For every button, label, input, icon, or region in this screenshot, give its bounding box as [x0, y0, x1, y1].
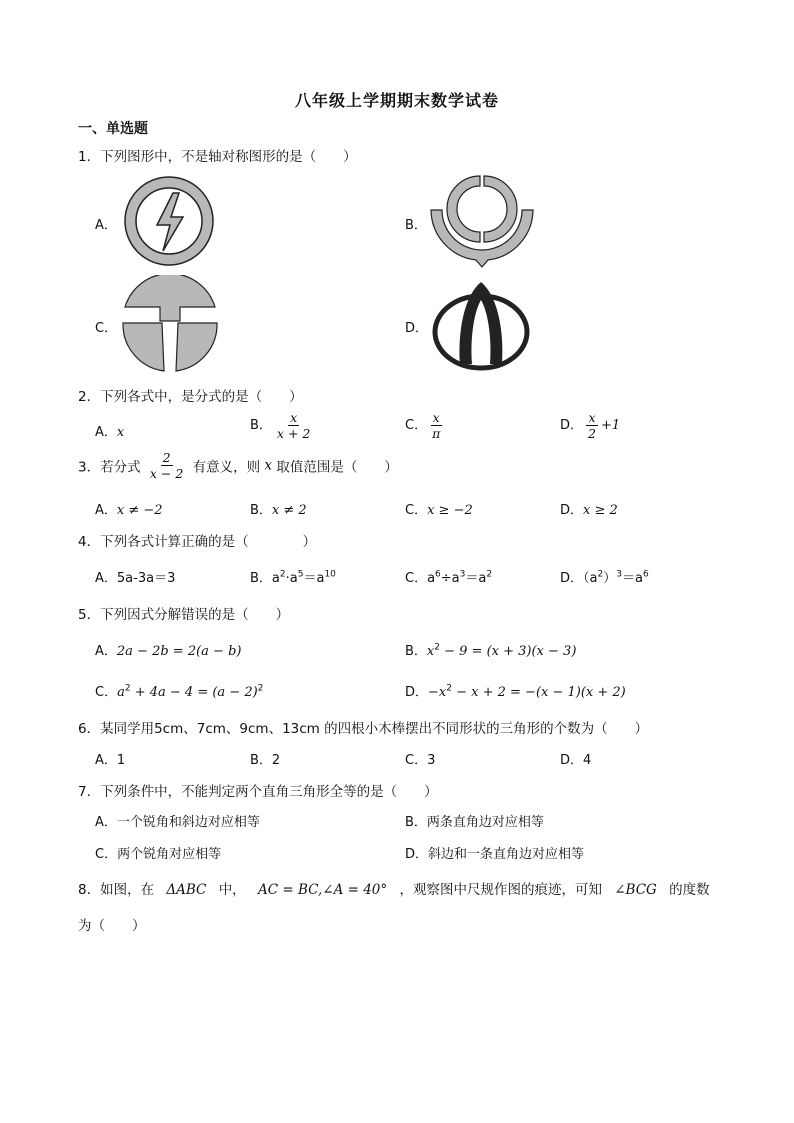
q4-b-dot: ·a [285, 571, 298, 586]
q2-b-fraction [275, 410, 312, 441]
q7-option-d: D．斜边和一条直角边对应相等 [405, 847, 585, 862]
q4-b-exp3: 10 [324, 569, 336, 580]
q3-stem-mid: 有意义，则 [192, 459, 261, 476]
q3-d-expr: x ≥ 2 [583, 503, 618, 518]
q2-d-tail: +1 [600, 418, 621, 433]
q5-c-label: C． [95, 685, 118, 700]
q3-stem-post: 取值范围是（ ） [276, 459, 398, 476]
q4-b-exp1: 2 [279, 569, 286, 580]
q4-c-div: ÷a [440, 571, 460, 586]
q4-d-pre: （a [583, 571, 598, 586]
q2-d-den: 2 [588, 426, 596, 441]
question-5-stem: 5．下列因式分解错误的是（ ） [78, 607, 290, 623]
q5-d-pre: −x [428, 685, 447, 700]
question-8-stem-line2: 为（ ） [78, 918, 146, 934]
q2-option-c [405, 410, 445, 441]
q1-option-b-label: B． [405, 218, 427, 233]
q5-c-mid: + 4a − 4 = (a − 2) [130, 685, 258, 700]
q4-b-eq: ＝a [303, 571, 325, 586]
q2-b-num: x [290, 410, 298, 425]
q4-d-exp3: 6 [642, 569, 649, 580]
question-2-stem: 2．下列各式中，是分式的是（ ） [78, 389, 303, 405]
split-disc-icon [120, 275, 220, 373]
q4-d-label: D． [560, 571, 584, 586]
q5-d-exp: 2 [446, 683, 452, 694]
q3-b-expr: x ≠ 2 [271, 503, 307, 518]
q5-c-exp: 2 [124, 683, 131, 694]
q3-var: x [264, 457, 273, 474]
q3-stem-pre: 3．若分式 [78, 459, 141, 476]
q8-mid1: 中， [218, 882, 246, 898]
q4-c-exp3: 2 [486, 569, 493, 580]
q2-d-fraction [586, 410, 598, 441]
q3-den: x − 2 [149, 466, 184, 481]
q3-fraction [148, 450, 185, 481]
q6-option-c: C．3 [405, 753, 436, 768]
q8-condition: AC = BC,∠A = 40° [257, 882, 388, 898]
q4-c-base1: a [427, 571, 436, 586]
q7-option-a: A．一个锐角和斜边对应相等 [95, 815, 260, 830]
q5-b-label: B． [405, 644, 427, 659]
q2-c-den: π [432, 426, 441, 441]
q6-option-b: B．2 [250, 753, 281, 768]
q1-option-c-label: C． [95, 321, 118, 336]
q5-b-post: − 9 = (x + 3)(x − 3) [440, 644, 577, 659]
q2-c-fraction [430, 410, 442, 441]
question-3-stem [78, 450, 398, 481]
q4-b-exp2: 5 [297, 569, 304, 580]
question-6-stem: 6．某同学用5cm、7cm、9cm、13cm 的四根小木棒摆出不同形状的三角形的个数为（ ） [78, 721, 649, 737]
q4-d-exp1: 2 [597, 569, 604, 580]
q1-option-c-figure [120, 275, 220, 373]
q2-option-d [560, 410, 620, 441]
q5-option-b [405, 640, 576, 659]
q2-d-label: D． [560, 418, 584, 433]
q2-a-label: A． [95, 425, 117, 440]
q3-c-expr: x ≥ −2 [427, 503, 473, 518]
q4-a-expr: 5a-3a＝3 [116, 571, 176, 586]
q5-option-a [95, 640, 241, 659]
q3-option-c [405, 499, 473, 518]
q8-pre: 8．如图，在 [78, 882, 155, 898]
q4-d-eq: ＝a [621, 571, 643, 586]
lightning-circle-icon [123, 175, 215, 267]
q1-option-a-figure [123, 175, 215, 267]
ring-bowl-icon [428, 170, 536, 270]
q2-c-label: C． [405, 418, 428, 433]
question-7-stem: 7．下列条件中，不能判定两个直角三角形全等的是（ ） [78, 784, 438, 800]
q5-d-label: D． [405, 685, 429, 700]
q3-option-b [250, 499, 307, 518]
question-4-stem: 4．下列各式计算正确的是（ ） [78, 534, 317, 550]
q4-c-exp1: 6 [435, 569, 441, 580]
q3-num: 2 [162, 450, 171, 465]
q5-c-pre: a [117, 685, 125, 700]
arch-ellipse-icon [432, 278, 530, 372]
question-8-stem [78, 878, 710, 898]
q1-option-d-label: D． [405, 321, 429, 336]
q1-option-a-label: A． [95, 218, 117, 233]
q8-angle: ∠BCG [614, 882, 657, 898]
q4-a-label: A． [95, 571, 117, 586]
q2-d-num: x [588, 410, 596, 425]
q8-post: 的度数 [669, 882, 710, 898]
q3-a-label: A． [95, 503, 117, 518]
q6-option-d: D．4 [560, 753, 592, 768]
q4-option-c [405, 567, 492, 586]
q3-b-label: B． [250, 503, 272, 518]
q4-option-d [560, 567, 649, 586]
q3-d-label: D． [560, 503, 584, 518]
q5-option-c [95, 681, 263, 700]
q5-option-d [405, 681, 626, 700]
q5-a-label: A． [95, 644, 117, 659]
q8-triangle: ΔABC [166, 882, 207, 898]
q1-option-d-figure [432, 278, 530, 372]
q5-d-post: − x + 2 = −(x − 1)(x + 2) [451, 685, 626, 700]
q5-b-exp: 2 [434, 642, 440, 653]
section-heading-single-choice: 一、单选题 [78, 121, 148, 137]
q7-option-c: C．两个锐角对应相等 [95, 847, 222, 862]
q2-option-a [95, 421, 124, 440]
question-1-stem: 1．下列图形中，不是轴对称图形的是（ ） [78, 149, 357, 165]
q4-b-label: B． [250, 571, 272, 586]
q4-c-eq: ＝a [465, 571, 487, 586]
q2-c-num: x [432, 410, 440, 425]
q4-b-base1: a [271, 571, 280, 586]
q5-b-pre: x [426, 644, 435, 659]
q5-c-exp2: 2 [257, 683, 264, 694]
q2-a-expr: x [116, 425, 125, 440]
q2-option-b [250, 410, 315, 441]
q7-option-b: B．两条直角边对应相等 [405, 815, 544, 830]
q6-option-a: A．1 [95, 753, 126, 768]
q4-option-b [250, 567, 336, 586]
page-title: 八年级上学期期末数学试卷 [294, 91, 499, 110]
q5-a-expr: 2a − 2b = 2(a − b) [116, 644, 242, 659]
q3-option-a [95, 499, 163, 518]
q2-b-den: x + 2 [276, 426, 311, 441]
q8-mid2: ，观察图中尺规作图的痕迹，可知 [399, 882, 602, 898]
q4-option-a [95, 567, 175, 586]
q2-b-label: B． [250, 418, 272, 433]
q3-option-d [560, 499, 618, 518]
q4-c-label: C． [405, 571, 428, 586]
q1-option-b-figure [428, 170, 536, 270]
q4-d-mid: ） [603, 571, 617, 586]
q4-d-exp2: 3 [616, 569, 622, 580]
q3-c-label: C． [405, 503, 428, 518]
q4-c-exp2: 3 [459, 569, 466, 580]
q3-a-expr: x ≠ −2 [116, 503, 163, 518]
